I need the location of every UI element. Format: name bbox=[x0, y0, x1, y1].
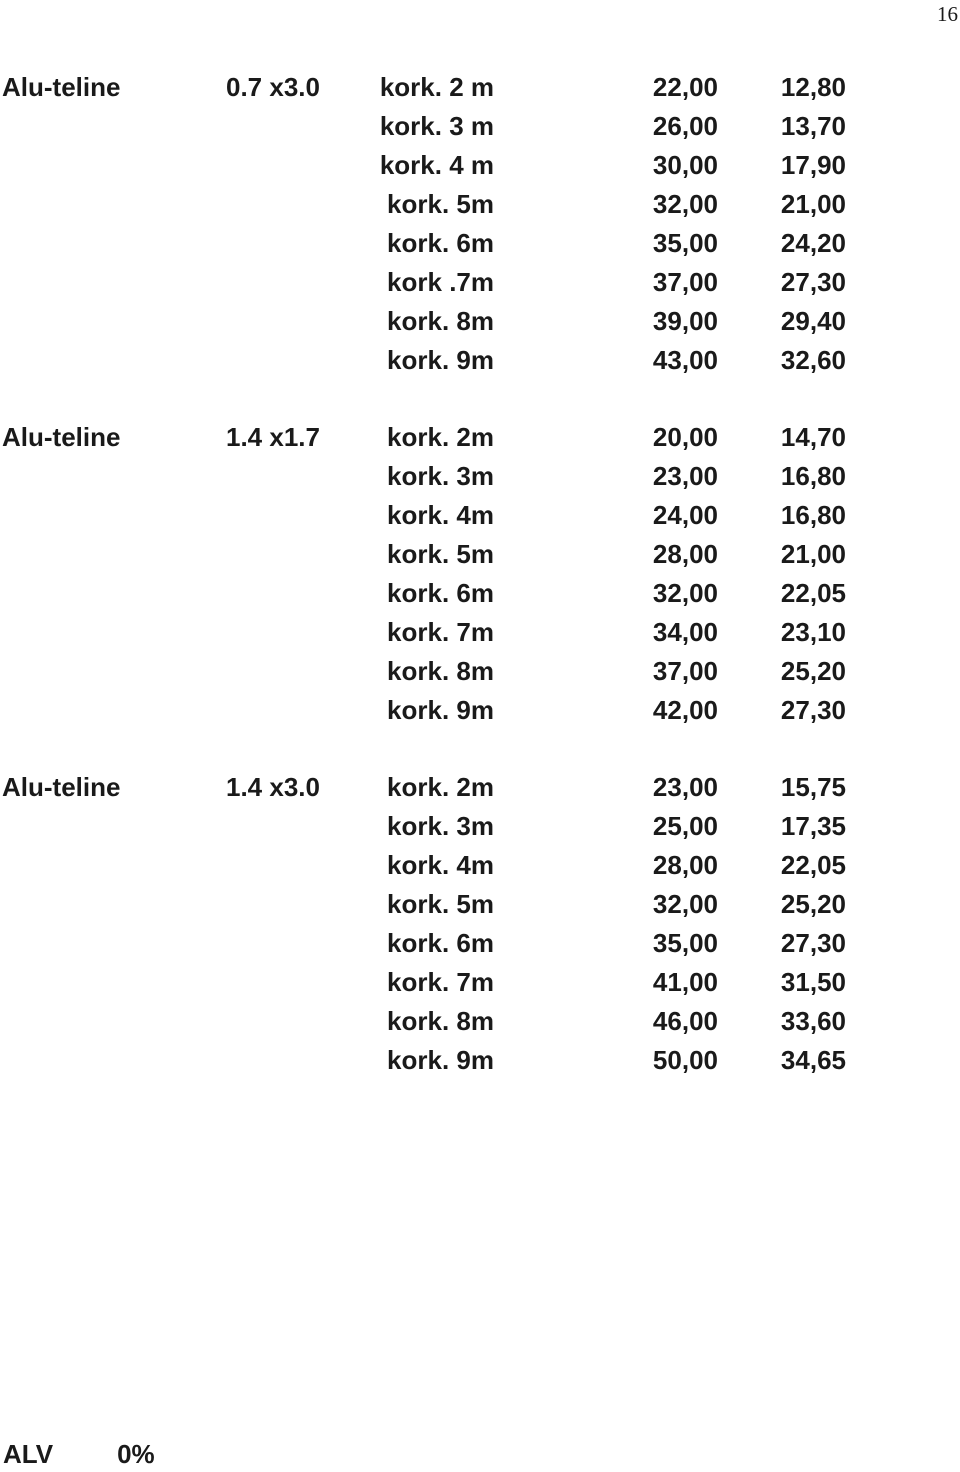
height-value: kork. 3m bbox=[387, 461, 494, 491]
price-b: 12,80 bbox=[780, 72, 846, 102]
price-a: 23,00 bbox=[652, 461, 718, 491]
table-row bbox=[0, 107, 960, 146]
table-row bbox=[0, 535, 960, 574]
price-a: 32,00 bbox=[652, 578, 718, 608]
vat-label: ALV bbox=[3, 1439, 54, 1469]
product-name: Alu-teline bbox=[2, 422, 121, 452]
table-row bbox=[0, 613, 960, 652]
product-name: Alu-teline bbox=[2, 72, 121, 102]
table-row bbox=[0, 846, 960, 885]
height-value: kork. 4m bbox=[387, 850, 494, 880]
price-a: 28,00 bbox=[652, 850, 718, 880]
price-b: 25,20 bbox=[780, 889, 846, 919]
table-row bbox=[0, 1002, 960, 1041]
table-row bbox=[0, 68, 960, 107]
table-row bbox=[0, 146, 960, 185]
height-value: kork. 5m bbox=[387, 189, 494, 219]
table-row bbox=[0, 418, 960, 457]
price-b: 29,40 bbox=[780, 306, 846, 336]
height-value: kork. 9m bbox=[387, 695, 494, 725]
price-a: 43,00 bbox=[652, 345, 718, 375]
height-value: kork. 2 m bbox=[379, 72, 494, 102]
price-b: 27,30 bbox=[780, 695, 846, 725]
price-b: 23,10 bbox=[780, 617, 846, 647]
price-b: 16,80 bbox=[780, 500, 846, 530]
price-a: 39,00 bbox=[652, 306, 718, 336]
table-row bbox=[0, 963, 960, 1002]
price-b: 21,00 bbox=[780, 189, 846, 219]
price-b: 14,70 bbox=[780, 422, 846, 452]
table-row bbox=[0, 185, 960, 224]
price-a: 41,00 bbox=[652, 967, 718, 997]
height-value: kork. 8m bbox=[387, 306, 494, 336]
height-value: kork. 6m bbox=[387, 228, 494, 258]
price-b: 17,35 bbox=[780, 811, 846, 841]
product-dimensions: 0.7 x3.0 bbox=[226, 72, 320, 102]
price-a: 30,00 bbox=[652, 150, 718, 180]
product-dimensions: 1.4 x1.7 bbox=[226, 422, 320, 452]
height-value: kork. 7m bbox=[387, 967, 494, 997]
height-value: kork .7m bbox=[387, 267, 494, 297]
vat-footer bbox=[3, 1436, 155, 1472]
price-b: 27,30 bbox=[780, 267, 846, 297]
height-value: kork. 3 m bbox=[379, 111, 494, 141]
table-row bbox=[0, 1041, 960, 1080]
price-a: 32,00 bbox=[652, 889, 718, 919]
price-b: 22,05 bbox=[780, 850, 846, 880]
table-row bbox=[0, 263, 960, 302]
price-a: 22,00 bbox=[652, 72, 718, 102]
table-row bbox=[0, 302, 960, 341]
product-dimensions: 1.4 x3.0 bbox=[226, 772, 320, 802]
table-row bbox=[0, 924, 960, 963]
price-b: 13,70 bbox=[780, 111, 846, 141]
price-b: 22,05 bbox=[780, 578, 846, 608]
table-row bbox=[0, 224, 960, 263]
height-value: kork. 6m bbox=[387, 928, 494, 958]
price-a: 24,00 bbox=[652, 500, 718, 530]
price-a: 37,00 bbox=[652, 267, 718, 297]
price-b: 21,00 bbox=[780, 539, 846, 569]
height-value: kork. 3m bbox=[387, 811, 494, 841]
product-section bbox=[0, 68, 960, 380]
price-b: 31,50 bbox=[780, 967, 846, 997]
price-b: 33,60 bbox=[780, 1006, 846, 1036]
price-a: 35,00 bbox=[652, 228, 718, 258]
height-value: kork. 9m bbox=[387, 1045, 494, 1075]
price-a: 32,00 bbox=[652, 189, 718, 219]
height-value: kork. 6m bbox=[387, 578, 494, 608]
price-b: 25,20 bbox=[780, 656, 846, 686]
height-value: kork. 8m bbox=[387, 656, 494, 686]
height-value: kork. 5m bbox=[387, 889, 494, 919]
page-number: 16 bbox=[937, 2, 958, 26]
height-value: kork. 7m bbox=[387, 617, 494, 647]
table-row bbox=[0, 496, 960, 535]
price-a: 28,00 bbox=[652, 539, 718, 569]
table-row bbox=[0, 691, 960, 730]
price-a: 37,00 bbox=[652, 656, 718, 686]
price-b: 24,20 bbox=[780, 228, 846, 258]
height-value: kork. 4m bbox=[387, 500, 494, 530]
table-row bbox=[0, 885, 960, 924]
price-b: 32,60 bbox=[780, 345, 846, 375]
price-a: 25,00 bbox=[652, 811, 718, 841]
price-b: 16,80 bbox=[780, 461, 846, 491]
table-row bbox=[0, 341, 960, 380]
price-a: 34,00 bbox=[652, 617, 718, 647]
height-value: kork. 8m bbox=[387, 1006, 494, 1036]
price-b: 17,90 bbox=[780, 150, 846, 180]
product-name: Alu-teline bbox=[2, 772, 121, 802]
table-row bbox=[0, 574, 960, 613]
height-value: kork. 2m bbox=[387, 422, 494, 452]
table-row bbox=[0, 652, 960, 691]
height-value: kork. 2m bbox=[387, 772, 494, 802]
price-a: 42,00 bbox=[652, 695, 718, 725]
price-a: 20,00 bbox=[652, 422, 718, 452]
vat-value: 0% bbox=[117, 1439, 155, 1469]
price-a: 50,00 bbox=[652, 1045, 718, 1075]
price-b: 15,75 bbox=[780, 772, 846, 802]
price-b: 27,30 bbox=[780, 928, 846, 958]
price-a: 46,00 bbox=[652, 1006, 718, 1036]
price-b: 34,65 bbox=[780, 1045, 846, 1075]
height-value: kork. 4 m bbox=[379, 150, 494, 180]
price-a: 26,00 bbox=[652, 111, 718, 141]
table-row bbox=[0, 807, 960, 846]
height-value: kork. 9m bbox=[387, 345, 494, 375]
price-a: 35,00 bbox=[652, 928, 718, 958]
product-section bbox=[0, 768, 960, 1080]
price-a: 23,00 bbox=[652, 772, 718, 802]
table-row bbox=[0, 457, 960, 496]
product-section bbox=[0, 418, 960, 730]
height-value: kork. 5m bbox=[387, 539, 494, 569]
table-row bbox=[0, 768, 960, 807]
